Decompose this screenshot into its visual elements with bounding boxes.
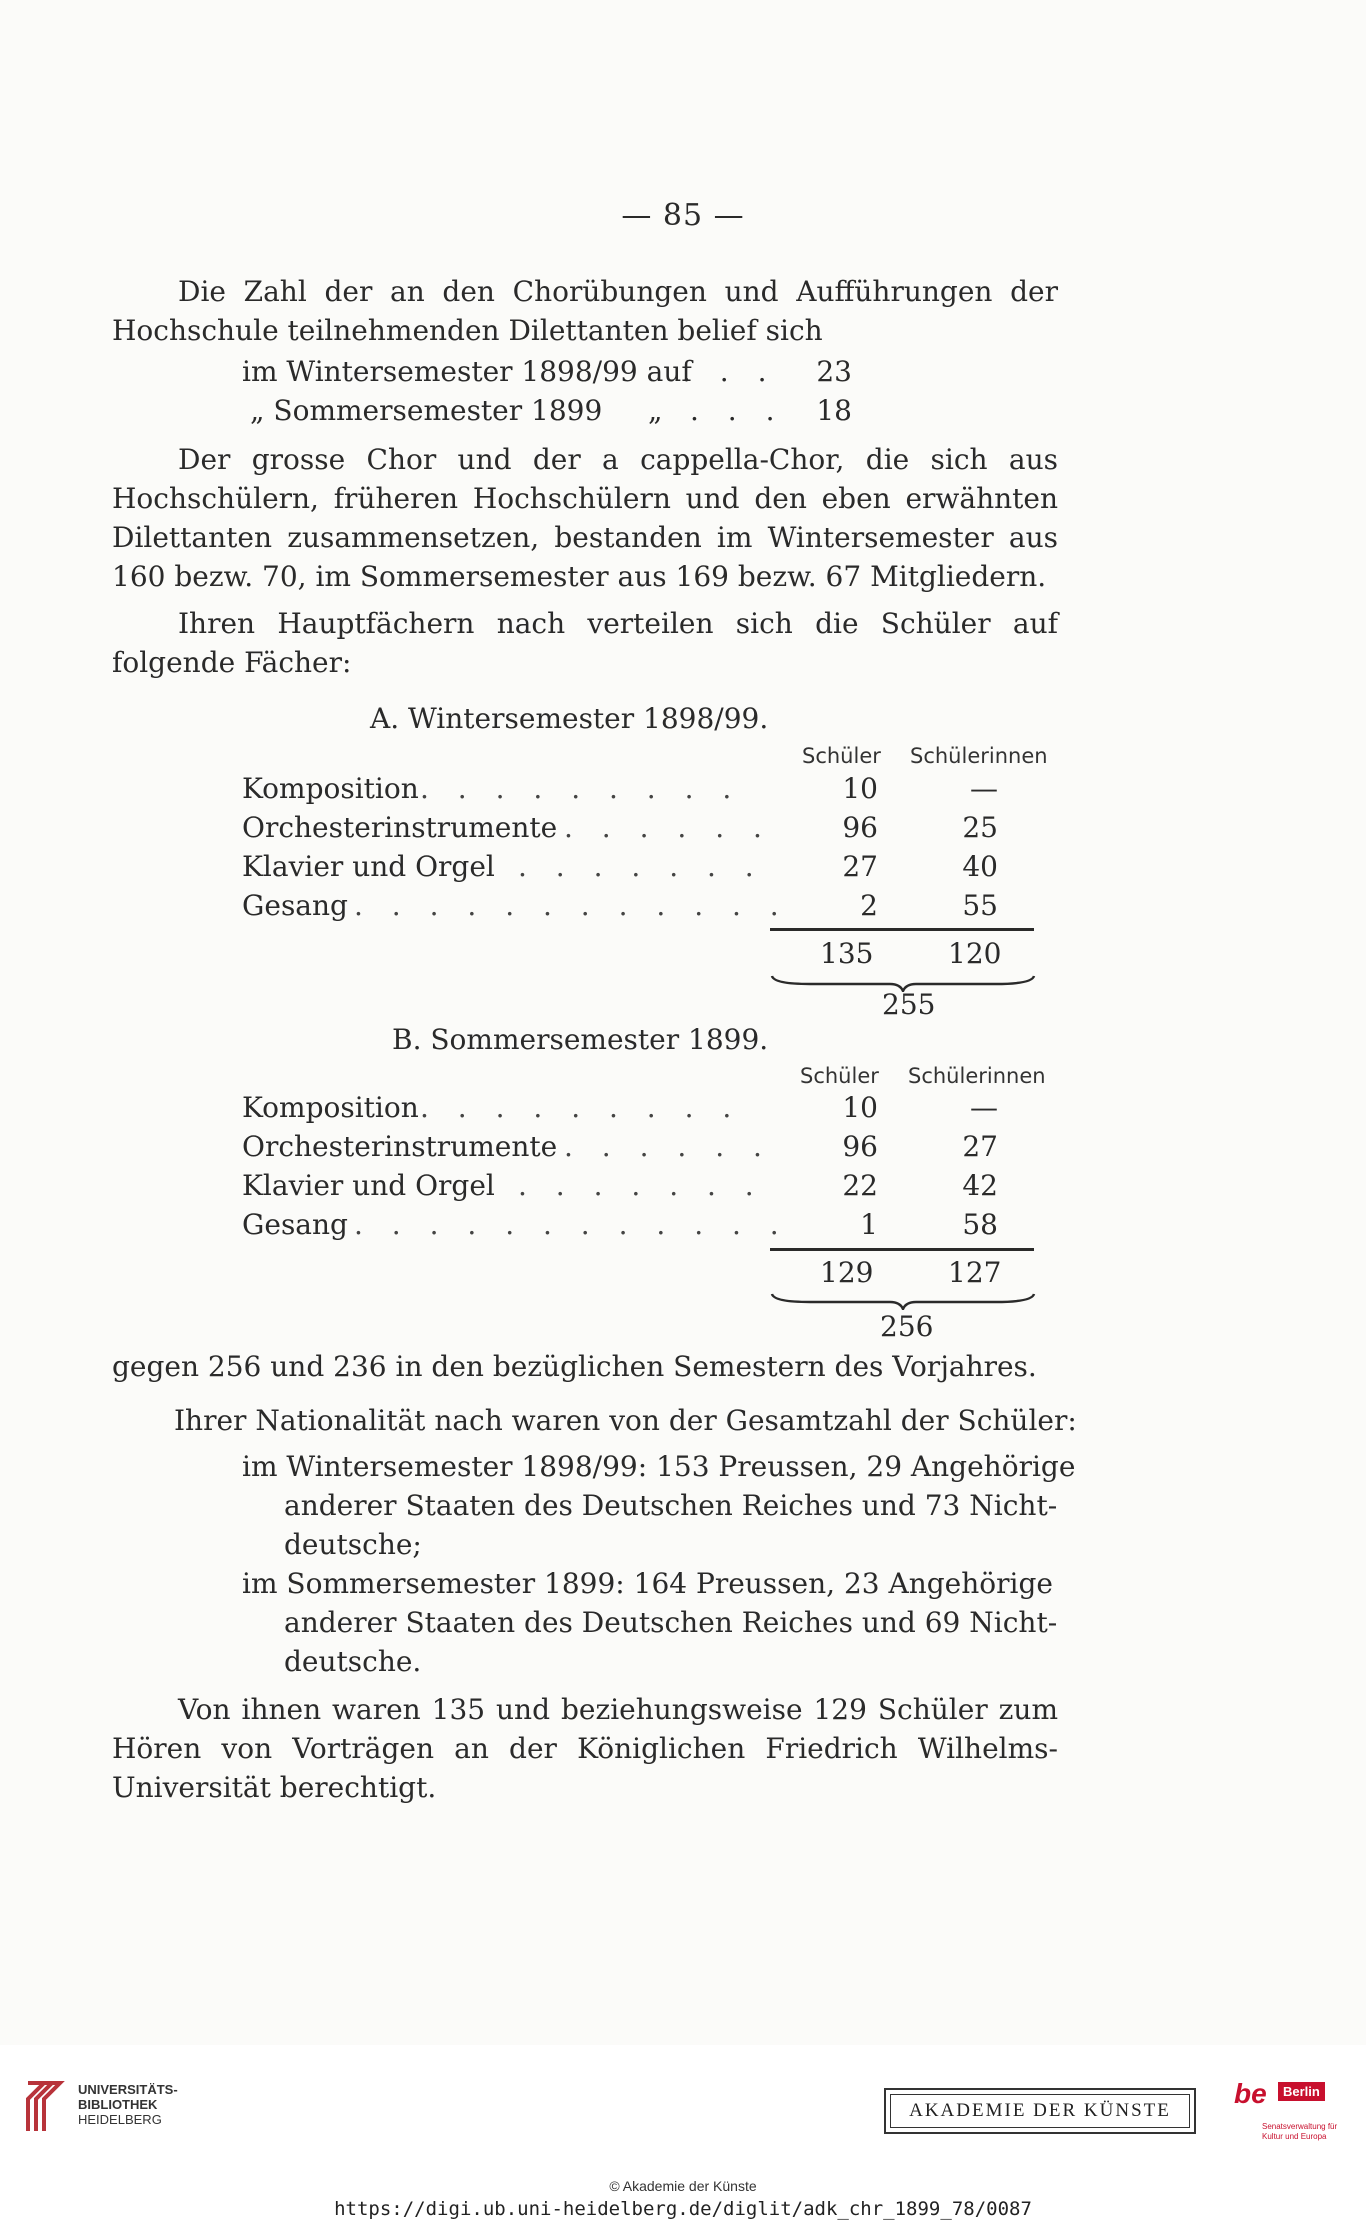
row-value-schuelerinnen: 25 — [962, 811, 998, 844]
row-value-schueler: 96 — [842, 1130, 878, 1163]
final-paragraph: Von ihnen waren 135 und beziehungsweise 129 Schüler zum Hören von Vorträgen an der Königlichen Friedrich Wilhelms-Universität berechtigt. — [112, 1693, 1058, 1804]
leader-dots: . . . — [682, 355, 777, 388]
leader-dots: . . . . . . — [564, 811, 772, 844]
akademie-logo[interactable] — [884, 2088, 1196, 2134]
row-value-schueler: 96 — [842, 811, 878, 844]
table-a-col-schuelerinnen: Schülerinnen — [910, 744, 1048, 768]
table-b-total: 256 — [880, 1310, 934, 1343]
university-library-name[interactable] — [78, 2082, 178, 2127]
row-label: Gesang — [242, 889, 348, 922]
row-label: Komposition — [242, 1091, 419, 1124]
winter-dilettanten-line — [242, 355, 852, 395]
table-row — [242, 772, 1034, 812]
ditto-mark: „ — [648, 394, 663, 427]
page-number: — 85 — — [621, 198, 745, 233]
row-value-schuelerinnen: 42 — [962, 1169, 998, 1202]
nationality-summer-line3: deutsche. — [284, 1645, 422, 1678]
library-line2: BIBLIOTHEK — [78, 2097, 158, 2112]
row-label: Klavier und Orgel — [242, 1169, 495, 1202]
row-value-schuelerinnen: 55 — [962, 889, 998, 922]
winter-dilettanten-label: im Wintersemester 1898/99 auf — [242, 355, 692, 388]
akademie-label: AKADEMIE DER KÜNSTE — [890, 2094, 1190, 2128]
table-row — [242, 1130, 1034, 1170]
nationality-winter-line2: anderer Staaten des Deutschen Reiches und 73 Nicht- — [284, 1489, 1058, 1522]
leader-dots: . . . . . . . — [518, 850, 764, 883]
row-value-schuelerinnen: 40 — [962, 850, 998, 883]
berlin-subtitle: Senatsverwaltung für Kultur und Europa — [1262, 2122, 1338, 2141]
table-a-total: 255 — [882, 988, 936, 1021]
row-value-schueler: 27 — [842, 850, 878, 883]
table-row — [242, 850, 1034, 890]
nationality-summer-line2: anderer Staaten des Deutschen Reiches und 69 Nicht- — [284, 1606, 1058, 1639]
table-b-col-schueler: Schüler — [800, 1064, 879, 1088]
nationality-winter-line3: deutsche; — [284, 1528, 422, 1561]
row-value-schueler: 22 — [842, 1169, 878, 1202]
library-line1: UNIVERSITÄTS- — [78, 2082, 178, 2097]
faecher-paragraph: Ihren Hauptfächern nach verteilen sich die Schüler auf folgende Fächer: — [112, 607, 1058, 679]
university-library-logo-icon — [14, 2075, 74, 2135]
nationality-summer-line1: im Sommersemester 1899: 164 Preussen, 23 Angehörige — [242, 1567, 1053, 1600]
row-value-schueler: 2 — [860, 889, 878, 922]
leader-dots: . . . . . . . — [518, 1169, 764, 1202]
leader-dots: . . . — [690, 394, 785, 427]
winter-dilettanten-value: 23 — [816, 355, 852, 388]
row-value-schuelerinnen: 58 — [962, 1208, 998, 1241]
leader-dots: . . . . . . . . . — [420, 1091, 742, 1124]
library-line3: HEIDELBERG — [78, 2112, 162, 2127]
leader-dots: . . . . . . . . . — [420, 772, 742, 805]
table-a-col-schueler: Schüler — [802, 744, 881, 768]
nationality-intro: Ihrer Nationalität nach waren von der Gesamtzahl der Schüler: — [174, 1404, 1077, 1437]
summer-dilettanten-value: 18 — [816, 394, 852, 427]
permalink-url[interactable]: https://digi.ub.uni-heidelberg.de/diglit/adk_chr_1899_78/0087 — [334, 2198, 1032, 2220]
berlin-logo[interactable] — [1234, 2078, 1344, 2148]
berlin-badge: Berlin — [1278, 2082, 1325, 2101]
chor-paragraph: Der grosse Chor und der a cappella-Chor, die sich aus Hochschülern, früheren Hochschülern und den eben erwähnten Dilettanten zusammensetzen, bestanden im Wintersemester aus 160 bezw. 70, im Sommersemester aus 169 bezw. 67 Mitgliedern. — [112, 443, 1058, 593]
row-value-schueler: 10 — [842, 1091, 878, 1124]
berlin-be-mark: be — [1234, 2078, 1267, 2109]
row-label: Klavier und Orgel — [242, 850, 495, 883]
table-a-heading: A. Wintersemester 1898/99. — [370, 702, 769, 735]
table-b-sum-schuelerinnen: 127 — [948, 1256, 1002, 1289]
leader-dots: . . . . . . . . . . . . — [354, 1208, 789, 1241]
row-value-schuelerinnen: 27 — [962, 1130, 998, 1163]
row-value-schuelerinnen: — — [970, 772, 998, 805]
row-label: Orchesterinstrumente — [242, 1130, 558, 1163]
table-b-heading: B. Sommersemester 1899. — [392, 1023, 769, 1056]
table-row — [242, 1169, 1034, 1209]
table-row — [242, 1091, 1034, 1131]
row-label: Orchesterinstrumente — [242, 811, 558, 844]
copyright-text: © Akademie der Künste — [609, 2178, 757, 2194]
table-b-sum-schueler: 129 — [820, 1256, 874, 1289]
row-value-schueler: 1 — [860, 1208, 878, 1241]
brace-icon — [770, 1292, 1036, 1310]
intro-paragraph: Die Zahl der an den Chorübungen und Aufführungen der Hochschule teilnehmenden Dilettanten belief sich — [112, 275, 1058, 347]
nationality-winter-line1: im Wintersemester 1898/99: 153 Preussen, 29 Angehörige — [242, 1450, 1076, 1483]
leader-dots: . . . . . . — [564, 1130, 772, 1163]
sum-rule — [770, 1248, 1034, 1251]
table-row — [242, 1208, 1034, 1248]
sum-rule — [770, 928, 1034, 931]
summer-dilettanten-label: „ Sommersemester 1899 — [250, 394, 603, 427]
gegen-line: gegen 256 und 236 in den bezüglichen Semestern des Vorjahres. — [112, 1350, 1037, 1383]
table-b-col-schuelerinnen: Schülerinnen — [908, 1064, 1046, 1088]
summer-dilettanten-line — [250, 394, 852, 434]
table-row — [242, 889, 1034, 929]
row-label: Gesang — [242, 1208, 348, 1241]
table-a-sum-schuelerinnen: 120 — [948, 937, 1002, 970]
row-value-schueler: 10 — [842, 772, 878, 805]
row-label: Komposition — [242, 772, 419, 805]
leader-dots: . . . . . . . . . . . . — [354, 889, 789, 922]
table-row — [242, 811, 1034, 851]
table-a-sum-schueler: 135 — [820, 937, 874, 970]
row-value-schuelerinnen: — — [970, 1091, 998, 1124]
